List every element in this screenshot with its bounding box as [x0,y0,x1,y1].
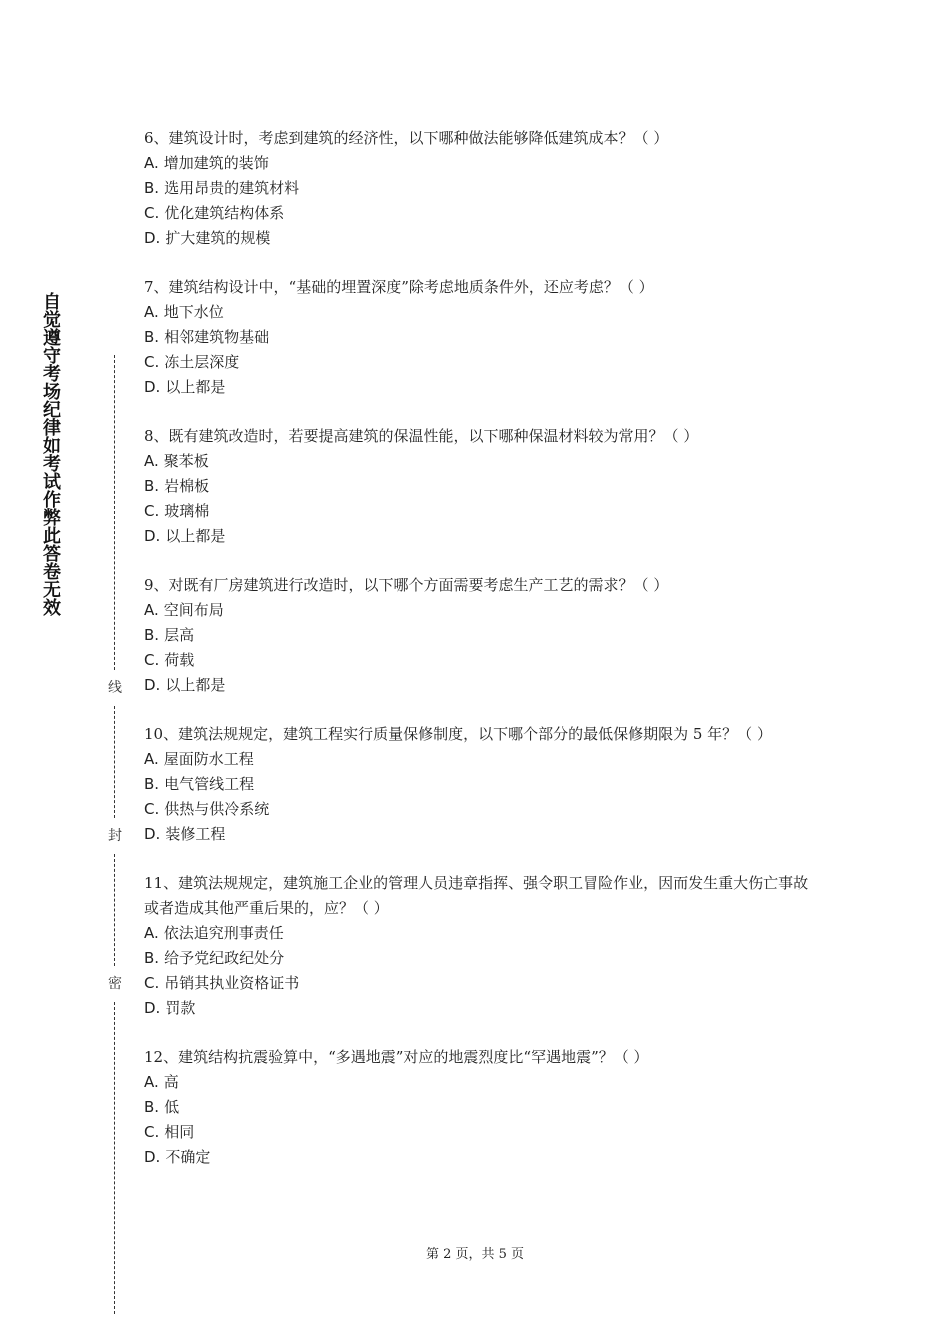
option-letter: D. [144,229,161,247]
option-text: 聚苯板 [163,452,209,470]
option-text: 优化建筑结构体系 [164,204,285,222]
option-letter: A. [144,924,159,942]
option-letter: B. [144,626,160,644]
option-c[interactable] [144,201,814,226]
option-letter: D. [144,676,161,694]
option-c[interactable] [144,648,814,673]
option-text: 装修工程 [165,825,226,843]
option-letter: D. [144,825,161,843]
binding-dash-line-segment [114,706,115,818]
option-a[interactable] [144,449,814,474]
option-text: 吊销其执业资格证书 [164,974,300,992]
option-text: 相邻建筑物基础 [164,328,270,346]
option-text: 地下水位 [163,303,224,321]
option-b[interactable] [144,623,814,648]
option-b[interactable] [144,946,814,971]
option-letter: A. [144,154,159,172]
option-b[interactable] [144,176,814,201]
seal-label-feng: 封 [108,828,122,844]
option-letter: D. [144,527,161,545]
option-letter: D. [144,999,161,1017]
option-letter: B. [144,1098,160,1116]
option-letter: A. [144,1073,159,1091]
option-text: 高 [163,1073,179,1091]
option-letter: A. [144,452,159,470]
option-text: 电气管线工程 [164,775,255,793]
option-b[interactable] [144,1095,814,1120]
option-d[interactable] [144,673,814,698]
option-a[interactable] [144,747,814,772]
exam-discipline-notice: 自觉遵守考场纪律如考试作弊此答卷无效 [40,292,61,616]
option-text: 以上都是 [165,378,226,396]
option-letter: A. [144,750,159,768]
option-letter: D. [144,378,161,396]
option-letter: A. [144,601,159,619]
option-letter: D. [144,1148,161,1166]
question-7 [144,275,814,400]
question-10 [144,722,814,847]
option-text: 罚款 [165,999,196,1017]
question-stem: 10、建筑法规规定，建筑工程实行质量保修制度，以下哪个部分的最低保修期限为 5 年？（ ） [144,725,772,743]
option-b[interactable] [144,772,814,797]
option-text: 不确定 [165,1148,211,1166]
option-a[interactable] [144,1070,814,1095]
option-a[interactable] [144,598,814,623]
option-a[interactable] [144,300,814,325]
option-c[interactable] [144,1120,814,1145]
option-letter: B. [144,328,160,346]
option-text: 荷载 [164,651,195,669]
option-letter: C. [144,974,160,992]
option-d[interactable] [144,375,814,400]
page-number-footer: 第 2 页，共 5 页 [425,1247,525,1262]
question-11 [144,871,814,1021]
question-8 [144,424,814,549]
option-c[interactable] [144,971,814,996]
binding-dash-line-segment [114,1002,115,1314]
option-text: 扩大建筑的规模 [165,229,271,247]
option-letter: A. [144,303,159,321]
option-text: 依法追究刑事责任 [163,924,284,942]
question-9 [144,573,814,698]
option-b[interactable] [144,325,814,350]
option-c[interactable] [144,350,814,375]
seal-label-xian: 线 [108,680,122,696]
question-12 [144,1045,814,1170]
question-6 [144,126,814,251]
option-text: 层高 [164,626,195,644]
option-d[interactable] [144,524,814,549]
option-text: 岩棉板 [164,477,210,495]
option-d[interactable] [144,1145,814,1170]
option-text: 屋面防水工程 [163,750,254,768]
question-list [144,126,814,1194]
option-letter: B. [144,179,160,197]
option-a[interactable] [144,921,814,946]
option-letter: C. [144,353,160,371]
option-d[interactable] [144,996,814,1021]
question-stem: 7、建筑结构设计中，“基础的埋置深度”除考虑地质条件外，还应考虑？（ ） [144,278,654,296]
option-a[interactable] [144,151,814,176]
option-letter: C. [144,800,160,818]
option-text: 以上都是 [165,527,226,545]
option-text: 相同 [164,1123,195,1141]
option-letter: C. [144,651,160,669]
option-letter: B. [144,477,160,495]
question-stem: 9、对既有厂房建筑进行改造时，以下哪个方面需要考虑生产工艺的需求？（ ） [144,576,669,594]
option-letter: C. [144,502,160,520]
binding-dash-line-segment [114,854,115,966]
option-text: 低 [164,1098,180,1116]
option-c[interactable] [144,797,814,822]
option-text: 给予党纪政纪处分 [164,949,285,967]
option-letter: B. [144,949,160,967]
question-stem: 8、既有建筑改造时，若要提高建筑的保温性能，以下哪种保温材料较为常用？（ ） [144,427,699,445]
option-text: 以上都是 [165,676,226,694]
option-letter: B. [144,775,160,793]
option-d[interactable] [144,226,814,251]
question-stem: 12、建筑结构抗震验算中，“多遇地震”对应的地震烈度比“罕遇地震”？（ ） [144,1048,649,1066]
question-stem: 6、建筑设计时，考虑到建筑的经济性，以下哪种做法能够降低建筑成本？（ ） [144,129,669,147]
option-d[interactable] [144,822,814,847]
binding-dash-line-segment [114,355,115,670]
option-c[interactable] [144,499,814,524]
option-text: 玻璃棉 [164,502,210,520]
option-text: 冻土层深度 [164,353,240,371]
option-text: 空间布局 [163,601,224,619]
option-b[interactable] [144,474,814,499]
option-text: 供热与供冷系统 [164,800,270,818]
question-stem: 11、建筑法规规定，建筑施工企业的管理人员违章指挥、强令职工冒险作业，因而发生重大伤亡事故或者造成其他严重后果的，应？（ ） [144,874,809,917]
option-text: 增加建筑的装饰 [163,154,269,172]
option-letter: C. [144,1123,160,1141]
option-letter: C. [144,204,160,222]
option-text: 选用昂贵的建筑材料 [164,179,300,197]
seal-label-mi: 密 [108,976,122,992]
